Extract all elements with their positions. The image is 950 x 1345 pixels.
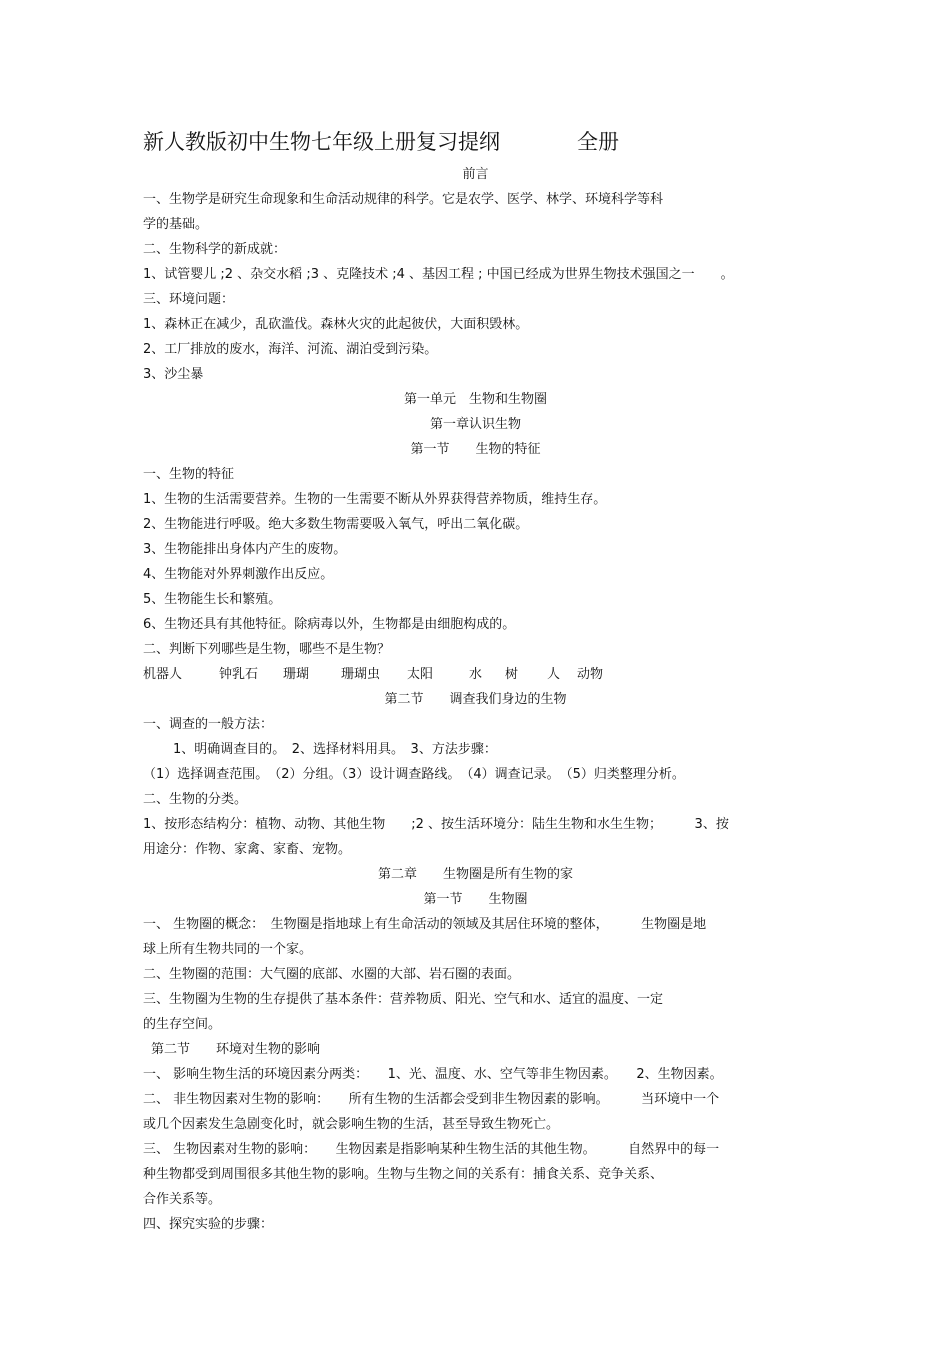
text-line: 3、生物能排出身体内产生的废物。: [143, 542, 347, 557]
text-line: 三、生物圈为生物的生存提供了基本条件：营养物质、阳光、空气和水、适宜的温度、一定: [143, 992, 664, 1007]
text-line: 1、试管婴儿 ;2 、杂交水稻 ;3 、克隆技术 ;4 、基因工程 ; 中国已经成为世界生物技术强国之一 。: [143, 267, 734, 282]
chapter-heading: 第一章认识生物: [429, 417, 521, 432]
organism-item: 机器人: [143, 667, 183, 682]
organism-item: 珊瑚虫: [341, 667, 381, 682]
text-line: 二、 非生物因素对生物的影响： 所有生物的生活都会受到非生物因素的影响。 当环境中一个: [143, 1092, 720, 1107]
text-line: 学的基础。: [143, 217, 209, 232]
text-line: 4、生物能对外界刺激作出反应。: [143, 567, 334, 582]
section-heading: 第二节 环境对生物的影响: [151, 1042, 321, 1057]
text-line: 或几个因素发生急剧变化时，就会影响生物的生活，甚至导致生物死亡。: [143, 1117, 560, 1132]
text-line: 四、探究实验的步骤：: [143, 1217, 274, 1232]
text-line: 1、按形态结构分：植物、动物、其他生物 ;2 、按生活环境分：陆生生物和水生生物； 3、按: [143, 817, 729, 832]
text-line: 二、判断下列哪些是生物，哪些不是生物？: [143, 642, 391, 657]
text-line: 一、调查的一般方法：: [143, 717, 274, 732]
text-line: 用途分：作物、家禽、家畜、宠物。: [143, 842, 352, 857]
organism-item: 珊瑚: [283, 667, 310, 682]
preface-heading: 前言: [462, 167, 489, 182]
title-main: 新人教版初中生物七年级上册复习提纲: [143, 130, 500, 154]
unit-heading: 第一单元 生物和生物圈: [403, 392, 547, 407]
text-line: 一、 影响生物生活的环境因素分两类： 1、光、温度、水、空气等非生物因素。 2、生物因素。: [143, 1067, 723, 1082]
title-suffix: 全册: [577, 130, 619, 154]
organism-item: 钟乳石: [219, 667, 259, 682]
chapter-heading: 第二章 生物圈是所有生物的家: [377, 867, 573, 882]
text-line: 三、环境问题：: [143, 292, 235, 307]
organism-item: 水: [469, 667, 483, 682]
text-line: 1、森林正在减少，乱砍滥伐。森林火灾的此起彼伏，大面积毁林。: [143, 317, 529, 332]
text-line: 6、生物还具有其他特征。除病毒以外，生物都是由细胞构成的。: [143, 617, 516, 632]
text-line: 1、明确调查目的。 2、选择材料用具。 3、方法步骤：: [173, 742, 497, 757]
text-line: 三、 生物因素对生物的影响： 生物因素是指影响某种生物生活的其他生物。 自然界中的每一: [143, 1142, 720, 1157]
organism-item: 人: [547, 667, 561, 682]
text-line: 2、工厂排放的废水，海洋、河流、湖泊受到污染。: [143, 342, 438, 357]
text-line: 3、沙尘暴: [143, 367, 204, 382]
section-heading: 第一节 生物圈: [423, 892, 528, 907]
text-line: 二、生物圈的范围：大气圈的底部、水圈的大部、岩石圈的表面。: [143, 967, 521, 982]
document-body: [143, 162, 808, 1237]
text-line: 2、生物能进行呼吸。绝大多数生物需要吸入氧气，呼出二氧化碳。: [143, 517, 529, 532]
text-line: 一、 生物圈的概念： 生物圈是指地球上有生命活动的领域及其居住环境的整体， 生物圈是地: [143, 917, 707, 932]
text-line: 的生存空间。: [143, 1017, 222, 1032]
text-line: 5、生物能生长和繁殖。: [143, 592, 282, 607]
text-line: 一、生物学是研究生命现象和生命活动规律的科学。它是农学、医学、林学、环境科学等科: [143, 192, 664, 207]
organism-list: [143, 662, 808, 687]
organism-item: 树: [505, 667, 519, 682]
organism-item: 太阳: [407, 667, 434, 682]
text-line: 一、生物的特征: [143, 467, 235, 482]
text-line: 合作关系等。: [143, 1192, 222, 1207]
text-line: 二、生物科学的新成就：: [143, 242, 287, 257]
text-line: （1）选择调查范围。 （2）分组。（3）设计调查路线。 （4）调查记录。 （5）归类整理分析。: [143, 767, 685, 782]
section-heading: 第二节 调查我们身边的生物: [384, 692, 567, 707]
text-line: 二、生物的分类。: [143, 792, 248, 807]
text-line: 种生物都受到周围很多其他生物的影响。生物与生物之间的关系有：捕食关系、竞争关系、: [143, 1167, 664, 1182]
text-line: 1、生物的生活需要营养。生物的一生需要不断从外界获得营养物质，维持生存。: [143, 492, 607, 507]
text-line: 球上所有生物共同的一个家。: [143, 942, 313, 957]
organism-item: 动物: [577, 667, 604, 682]
section-heading: 第一节 生物的特征: [410, 442, 541, 457]
document-title: [143, 128, 619, 156]
